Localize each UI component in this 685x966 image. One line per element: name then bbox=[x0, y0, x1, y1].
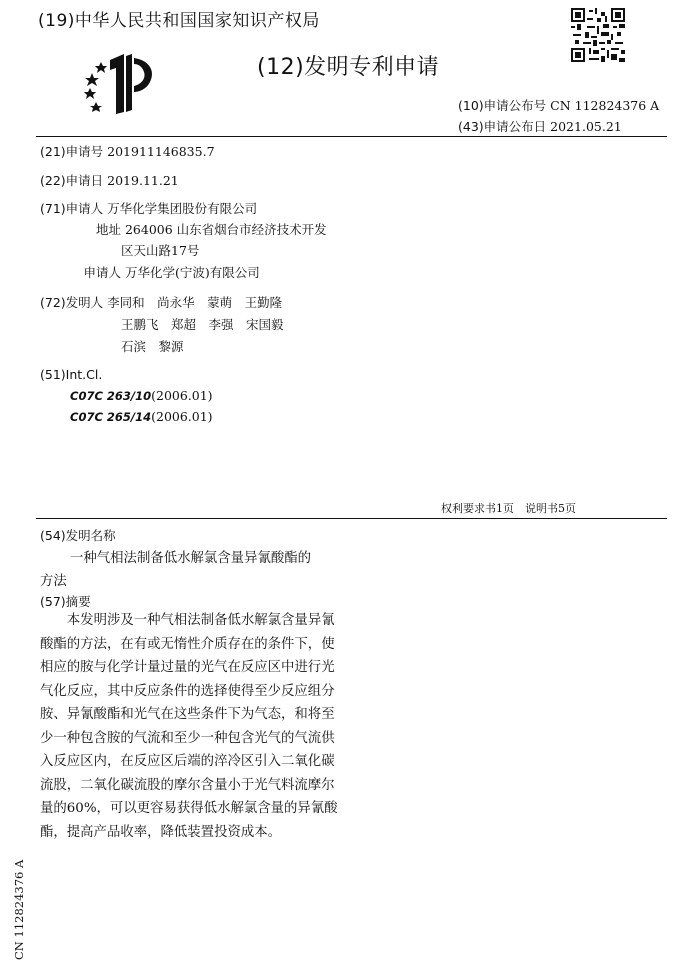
publication-date-label: (43)申请公布日 bbox=[458, 119, 547, 134]
invention-title-line-1: 一种气相法制备低水解氯含量异氰酸酯的 bbox=[70, 551, 312, 566]
applicant-name: 万华化学集团股份有限公司 bbox=[107, 201, 258, 216]
inventors-line-2: 王鹏飞 郑超 李强 宋国毅 bbox=[121, 317, 284, 332]
office-name: (19)中华人民共和国国家知识产权局 bbox=[38, 11, 320, 31]
inventor-row bbox=[40, 293, 282, 311]
top-divider bbox=[36, 136, 667, 137]
publication-number-label: (10)申请公布号 bbox=[458, 98, 547, 113]
abstract-label bbox=[40, 592, 91, 610]
application-number-label: (21)申请号 bbox=[40, 144, 104, 159]
patent-office-logo bbox=[80, 50, 160, 116]
ipc-code-1: C07C 263/10 bbox=[70, 389, 152, 403]
inventors-line-1: 李同和 尚永华 蒙萌 王勤隆 bbox=[107, 295, 283, 310]
address-label: 地址 bbox=[95, 222, 121, 237]
invention-title-line-2: 方法 bbox=[40, 574, 67, 589]
abstract-text: 本发明涉及一种气相法制备低水解氯含量异氰酸酯的方法，在有或无惰性介质存在的条件下，使相应的胺与化学计量过量的光气在反应区中进行光气化反应，其中反应条件的选择使得至少反应组分胺、异氰酸酯和光气在这些条件下为气态，和将至少一种包含胺的气流和至少一种包含光气的气流供入反应区内，在反应区后端的淬冷区引入二氧化碳流股，二氧化碳流股的摩尔含量小于光气料流摩尔量的60%，可以更容易获得低水解氯含量的异氰酸酯，提高产品收率，降低装置投资成本。 bbox=[40, 613, 338, 840]
document-kind-title: (12)发明专利申请 bbox=[257, 55, 440, 80]
applicant-2-name: 万华化学(宁波)有限公司 bbox=[124, 265, 260, 280]
page-count-info: 权利要求书1页 说明书5页 bbox=[441, 502, 576, 515]
ipc-version-2: (2006.01) bbox=[151, 409, 213, 424]
publication-date: 2021.05.21 bbox=[550, 119, 622, 134]
application-number: 201911146835.7 bbox=[107, 144, 215, 159]
applicant-2-label: 申请人 bbox=[83, 265, 121, 280]
address-line-1: 264006 山东省烟台市经济技术开发 bbox=[124, 222, 327, 237]
application-number-row bbox=[40, 142, 215, 160]
ipc-code-2: C07C 265/14 bbox=[70, 410, 152, 424]
ipc-label bbox=[40, 367, 102, 382]
inventor-label: (72)发明人 bbox=[40, 295, 104, 310]
applicant-2-row bbox=[40, 263, 260, 281]
qr-code-icon bbox=[571, 8, 625, 62]
applicant-label: (71)申请人 bbox=[40, 201, 104, 216]
publication-date-row bbox=[458, 117, 622, 135]
ipc-row-2 bbox=[70, 409, 213, 424]
applicant-row bbox=[40, 199, 257, 217]
invention-title-label-text: (54)发明名称 bbox=[40, 528, 116, 543]
application-date-row bbox=[40, 171, 179, 189]
middle-divider bbox=[36, 518, 667, 519]
ipc-version-1: (2006.01) bbox=[151, 388, 213, 403]
application-date: 2019.11.21 bbox=[107, 173, 179, 188]
side-publication-number: CN 112824376 A bbox=[12, 859, 26, 960]
address-row bbox=[40, 220, 327, 238]
inventors-line-3: 石滨 黎源 bbox=[121, 339, 184, 354]
abstract-label-text: (57)摘要 bbox=[40, 594, 91, 609]
publication-number-row bbox=[458, 96, 659, 114]
invention-title-label bbox=[40, 526, 116, 544]
ipc-row-1 bbox=[70, 388, 213, 403]
ipc-label-text: (51)Int.Cl. bbox=[40, 367, 103, 382]
address-line-2: 区天山路17号 bbox=[121, 243, 200, 258]
publication-number: CN 112824376 A bbox=[550, 98, 660, 113]
application-date-label: (22)申请日 bbox=[40, 173, 104, 188]
